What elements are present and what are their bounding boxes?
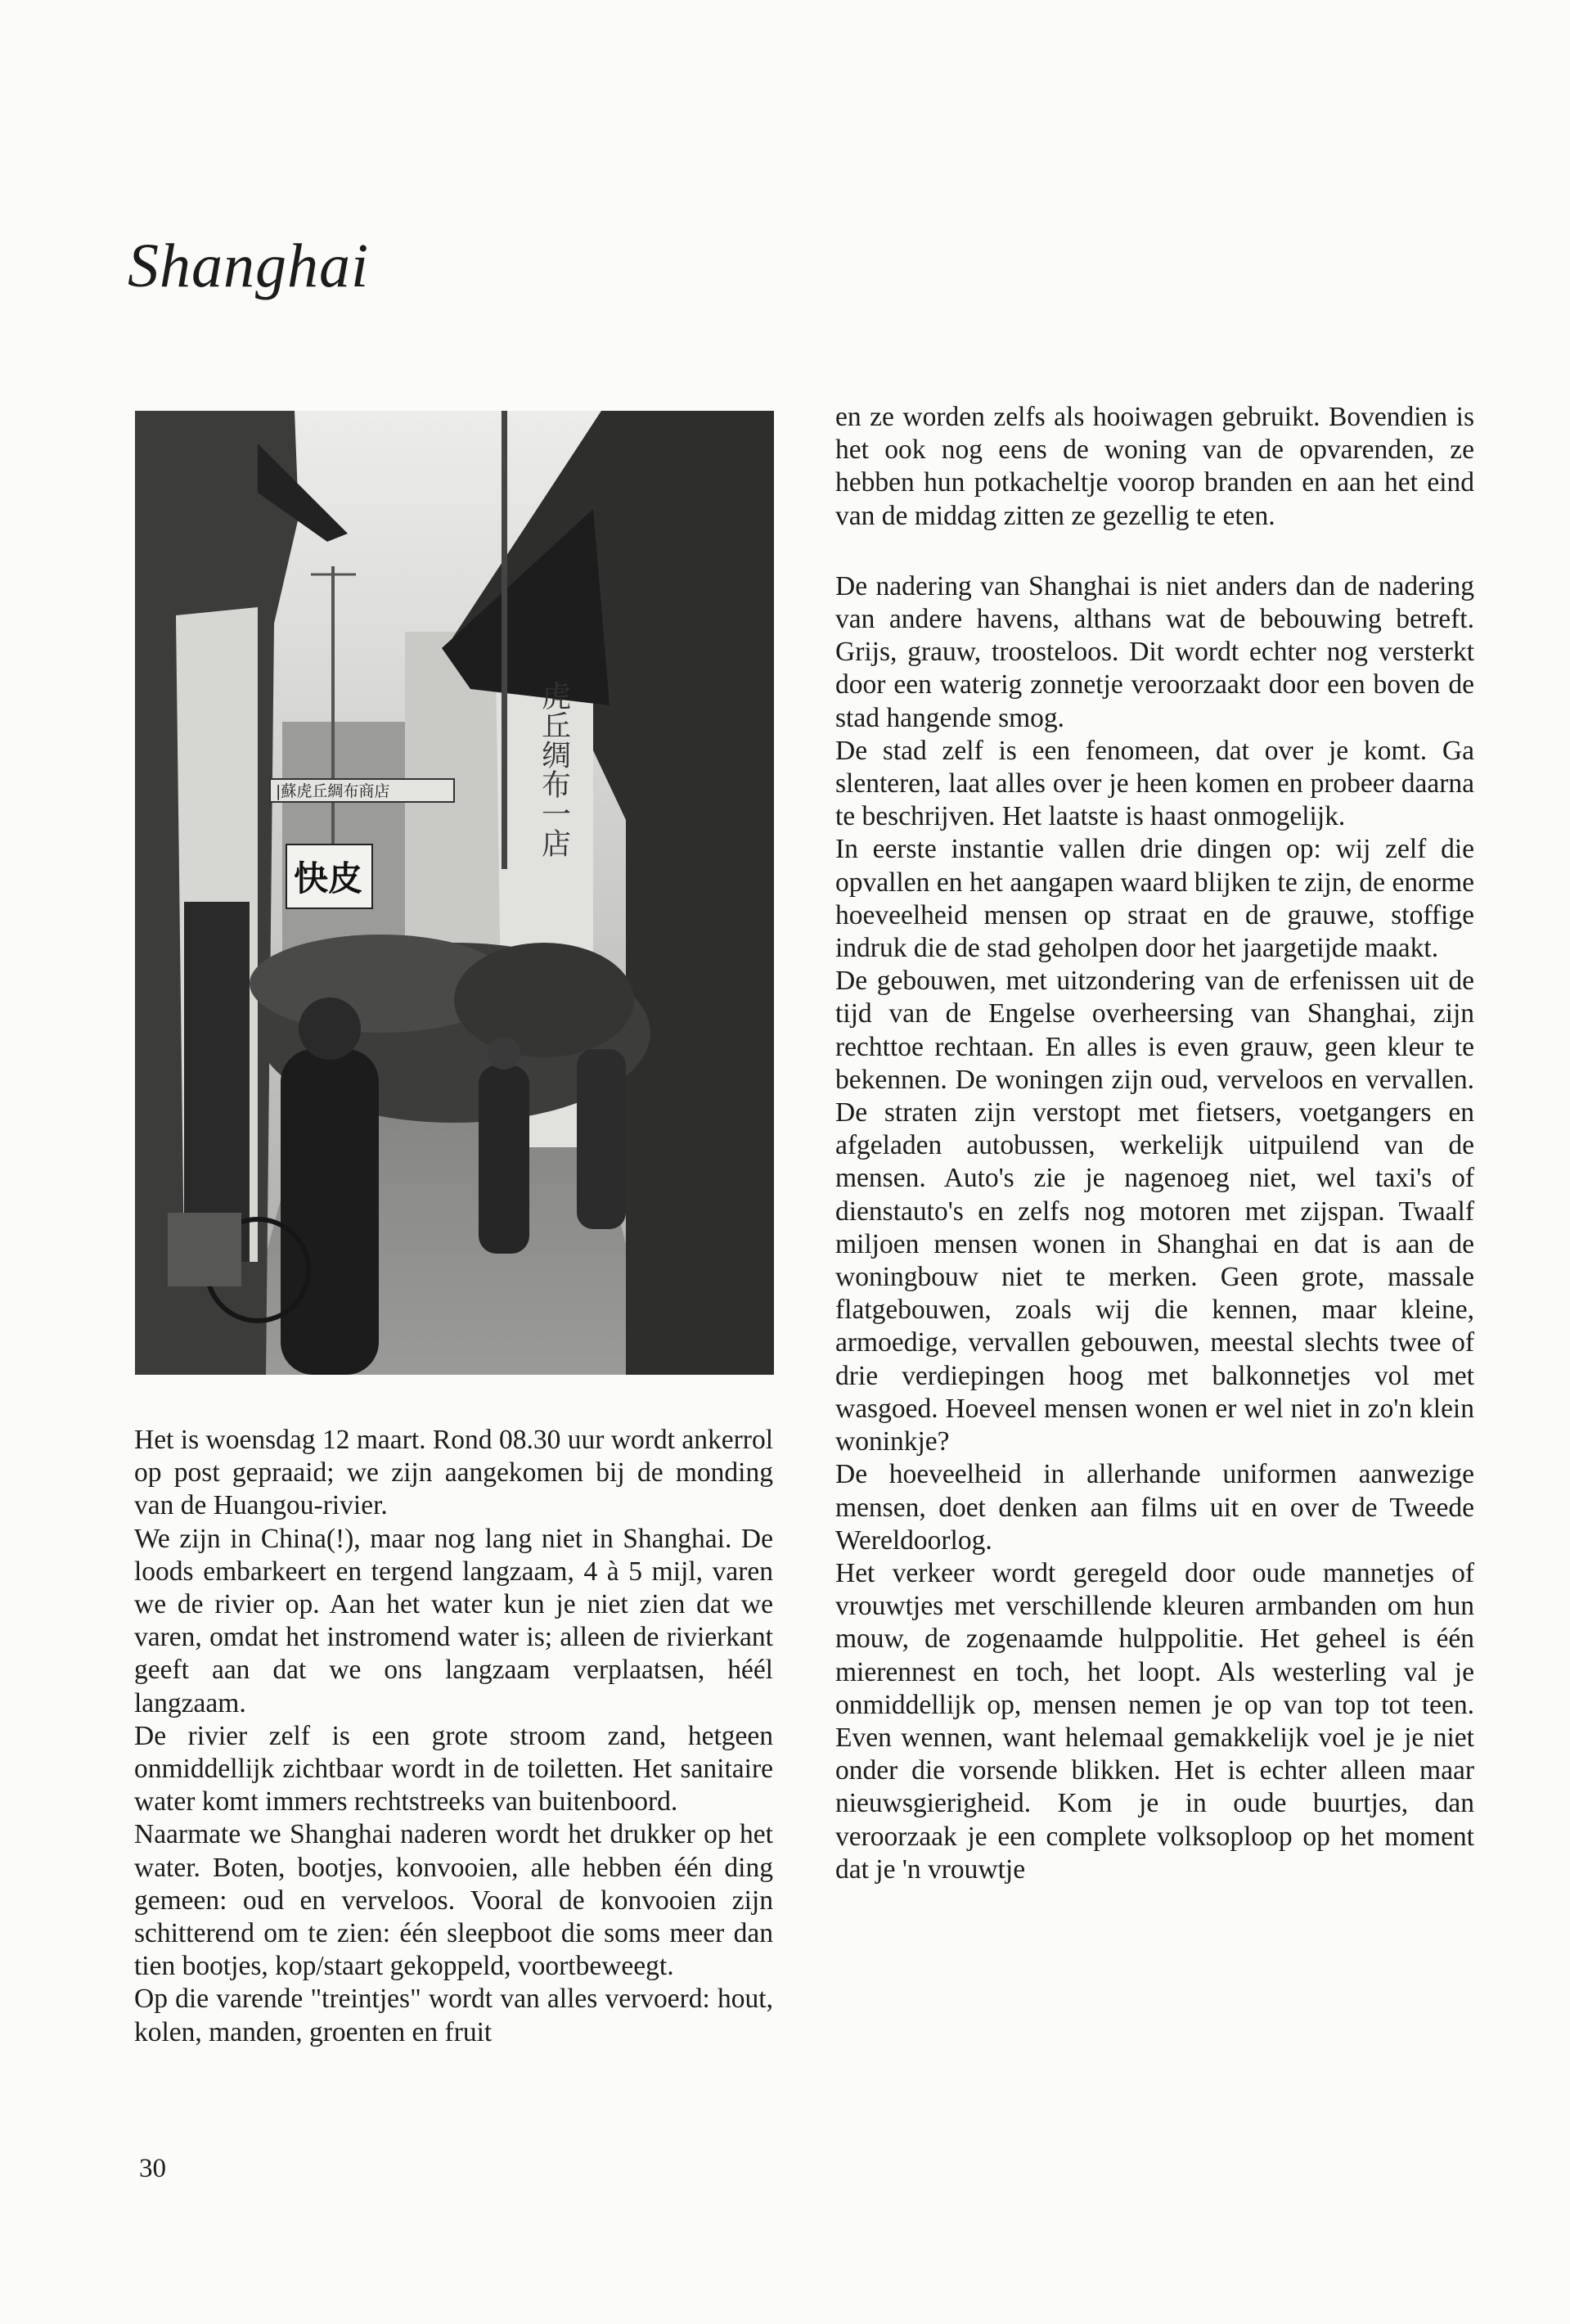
paragraph: De stad zelf is een fenomeen, dat over je komt. Ga slenteren, laat alles over je heen komen en probeer daarna te beschrijven. Het laatste is haast onmogelijk. [835,735,1474,832]
left-column [134,1424,773,2049]
paragraph: Het is woensdag 12 maart. Rond 08.30 uur wordt ankerrol op post gepraaid; we zijn aangekomen bij de monding van de Huangou-rivier. [134,1425,773,1521]
paragraph: De rivier zelf is een grote stroom zand, hetgeen onmiddellijk zichtbaar wordt in de toiletten. Het sanitaire water komt immers rechtstreeks van buitenboord. [134,1720,773,1817]
shop-sign: 快皮 [294,858,363,899]
intro-paragraph: en ze worden zelfs als hooiwagen gebruikt. Bovendien is het ook nog eens de woning van de opvarenden, ze hebben hun potkacheltje voorop branden en aan het eind van de middag zitten ze gezellig te eten. [835,402,1474,531]
paragraph: De hoeveelheid in allerhande uniformen aanwezige mensen, doet denken aan films uit en over de Tweede Wereldoorlog. [835,1459,1474,1556]
page-title: Shanghai [128,232,370,300]
paragraph: Op die varende "treintjes" wordt van alles vervoerd: hout, kolen, manden, groenten en fruit [134,1984,773,2047]
paragraph: De gebouwen, met uitzondering van de erfenissen uit de tijd van de Engelse overheersing van Shanghai, zijn rechttoe rechtaan. En alles is even grauw, geen kleur te bekennen. De woningen zijn oud, verveloos en vervallen. De straten zijn verstopt met fietsers, voetgangers en afgeladen autobussen, werkelijk uitpuilend van de mensen. Auto's zie je nagenoeg niet, wel taxi's of dienstauto's en zelfs nog motoren met zijspan. Twaalf miljoen mensen wonen in Shanghai en dat is aan de woningbouw niet te merken. Geen grote, massale flatgebouwen, zoals wij die kennen, maar kleine, armoedige, vervallen gebouwen, meestal slechts twee of drie verdiepingen hoog met balkonnetjes vol met wasgoed. Hoeveel mensen wonen er wel niet in zo'n klein woninkje? [835,966,1474,1457]
paragraph: Naarmate we Shanghai naderen wordt het drukker op het water. Boten, bootjes, konvooien, alle hebben één ding gemeen: oud en verveloos. Vooral de konvooien zijn schitterend om te zien: één sleepboot die soms meer dan tien bootjes, kop/staart gekoppeld, voortbeweegt. [134,1819,773,1982]
paragraph: Het verkeer wordt geregeld door oude mannetjes of vrouwtjes met verschillende kleuren armbanden om hun mouw, de zogenaamde hulppolitie. Het geheel is één mierennest en toch, het loopt. Als westerling val je onmiddellijk op, mensen nemen je op van top tot teen. Even wennen, want helemaal gemakkelijk voel je je niet onder die vorsende blikken. Het is echter alleen maar nieuwsgierigheid. Kom je in oude buurtjes, dan veroorzaak je een complete volksoploop op het moment dat je 'n vrouwtje [835,1557,1474,1885]
paragraph: We zijn in China(!), maar nog lang niet in Shanghai. De loods embarkeert en tergend langzaam, 4 à 5 mijl, varen we de rivier op. Aan het water kun je niet zien dat we varen, omdat het instromend water is; alleen de rivierkant geeft aan dat we ons langzaam verplaatsen, héél langzaam. [134,1523,773,1718]
right-column [835,401,1474,1886]
vertical-sign: 虎丘绸布一店 [537,681,571,858]
paragraph-gap [835,533,1474,570]
paragraph: De nadering van Shanghai is niet anders dan de nadering van andere havens, althans wat de bebouwing betreft. Grijs, grauw, troosteloos. Dit wordt echter nog versterkt door een waterig zonnetje veroorzaakt door een boven de stad hangende smog. [835,570,1474,733]
street-photo [135,411,774,1375]
paragraph: In eerste instantie vallen drie dingen op: wij zelf die opvallen en het aangapen waard blijken te zijn, de enorme hoeveelheid mensen op straat en de grauwe, stoffige indruk die de stad geholpen door het jaargetijde maakt. [835,834,1474,964]
banner-sign: |蘇虎丘綢布商店 [276,782,390,800]
page-number: 30 [139,2154,166,2183]
